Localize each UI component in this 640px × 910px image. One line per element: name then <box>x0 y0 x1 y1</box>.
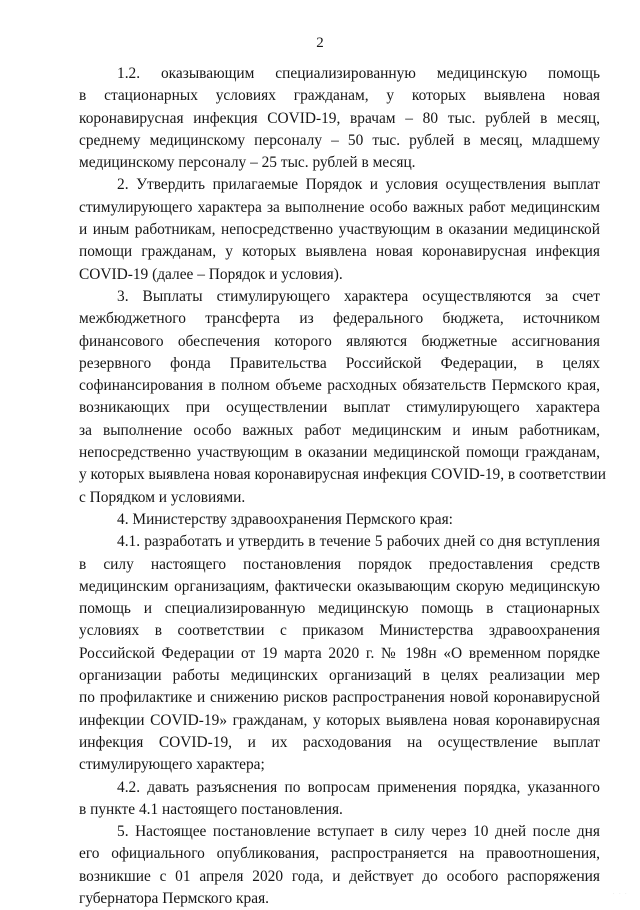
text-line: 2. Утвердить прилагаемые Порядок и условия осуществления выплат <box>117 176 600 194</box>
page-number: 2 <box>316 35 324 51</box>
text-line: губернатора Пермского края. <box>79 889 269 907</box>
text-line: у которых выявлена новая коронавирусная инфекция COVID-19, в соответствии <box>79 466 606 484</box>
text-line: в пункте 4.1 настоящего постановления. <box>79 800 343 818</box>
text-line: коронавирусная инфекция COVID-19, врачам – 80 тыс. рублей в месяц, <box>79 109 600 127</box>
text-line: Российской Федерации от 19 марта 2020 г. № 198н «О временном порядке <box>79 644 600 662</box>
text-line: стимулирующего характера; <box>79 756 265 774</box>
text-line: с Порядком и условиями. <box>79 488 246 506</box>
text-line: межбюджетного трансферта из федерального бюджета, источником <box>79 310 600 328</box>
text-line: финансового обеспечения которого являются бюджетные ассигнования <box>79 332 600 350</box>
text-line: 1.2. оказывающим специализированную медицинскую помощь <box>117 65 600 82</box>
text-line: за выполнение особо важных работ медицинским и иным работникам, <box>79 421 600 439</box>
text-line: 3. Выплаты стимулирующего характера осуществляются за счет <box>117 287 600 305</box>
text-line: резервного фонда Правительства Российской Федерации, в целях <box>79 354 600 372</box>
text-line: возникающих при осуществлении выплат стимулирующего характера <box>79 399 600 417</box>
text-line: среднему медицинскому персоналу – 50 тыс. рублей в месяц, младшему <box>79 131 600 149</box>
text-line: софинансирования в полном объеме расходных обязательств Пермского края, <box>79 377 600 395</box>
text-line: организации работы медицинских организаций в целях реализации мер <box>79 667 600 685</box>
text-line: помощь и специализированную медицинскую помощь в стационарных <box>79 600 600 618</box>
text-line: возникшие с 01 апреля 2020 года, и действует до особого распоряжения <box>79 867 600 885</box>
text-line: 4.2. давать разъяснения по вопросам применения порядка, указанного <box>117 778 600 796</box>
text-line: непосредственно участвующим в оказании медицинской помощи гражданам, <box>79 444 600 462</box>
text-line: 4.1. разработать и утвердить в течение 5 рабочих дней со дня вступления <box>117 533 600 551</box>
text-line: помощи гражданам, у которых выявлена новая коронавирусная инфекция <box>79 243 600 261</box>
text-line: условиях в соответствии с приказом Министерства здравоохранения <box>79 622 600 640</box>
text-line: в стационарных условиях гражданам, у которых выявлена новая <box>79 87 600 105</box>
text-line: в силу настоящего постановления порядок предоставления средств <box>79 555 600 573</box>
text-line: инфекции COVID-19» гражданам, у которых выявлена новая коронавирусная <box>79 711 600 729</box>
text-line: медицинским организациям, фактически оказывающим скорую медицинскую <box>79 577 600 595</box>
text-line: его официального опубликования, распространяется на правоотношения, <box>79 845 600 863</box>
document-body <box>79 63 606 910</box>
text-line: стимулирующего характера за выполнение особо важных работ медицинским <box>79 198 600 216</box>
text-line: и иным работникам, непосредственно участвующим в оказании медицинской <box>79 221 600 239</box>
text-line: инфекция COVID-19, и их расходования на осуществление выплат <box>79 733 600 751</box>
text-line: медицинскому персоналу – 25 тыс. рублей в месяц. <box>79 154 416 172</box>
text-line: 5. Настоящее постановление вступает в силу через 10 дней после дня <box>117 823 600 841</box>
text-line: 4. Министерству здравоохранения Пермского края: <box>117 510 453 528</box>
text-line: по профилактике и снижению рисков распространения новой коронавирусной <box>79 689 600 707</box>
text-line: COVID-19 (далее – Порядок и условия). <box>79 265 343 283</box>
scan-noise: · · · <box>612 890 628 898</box>
